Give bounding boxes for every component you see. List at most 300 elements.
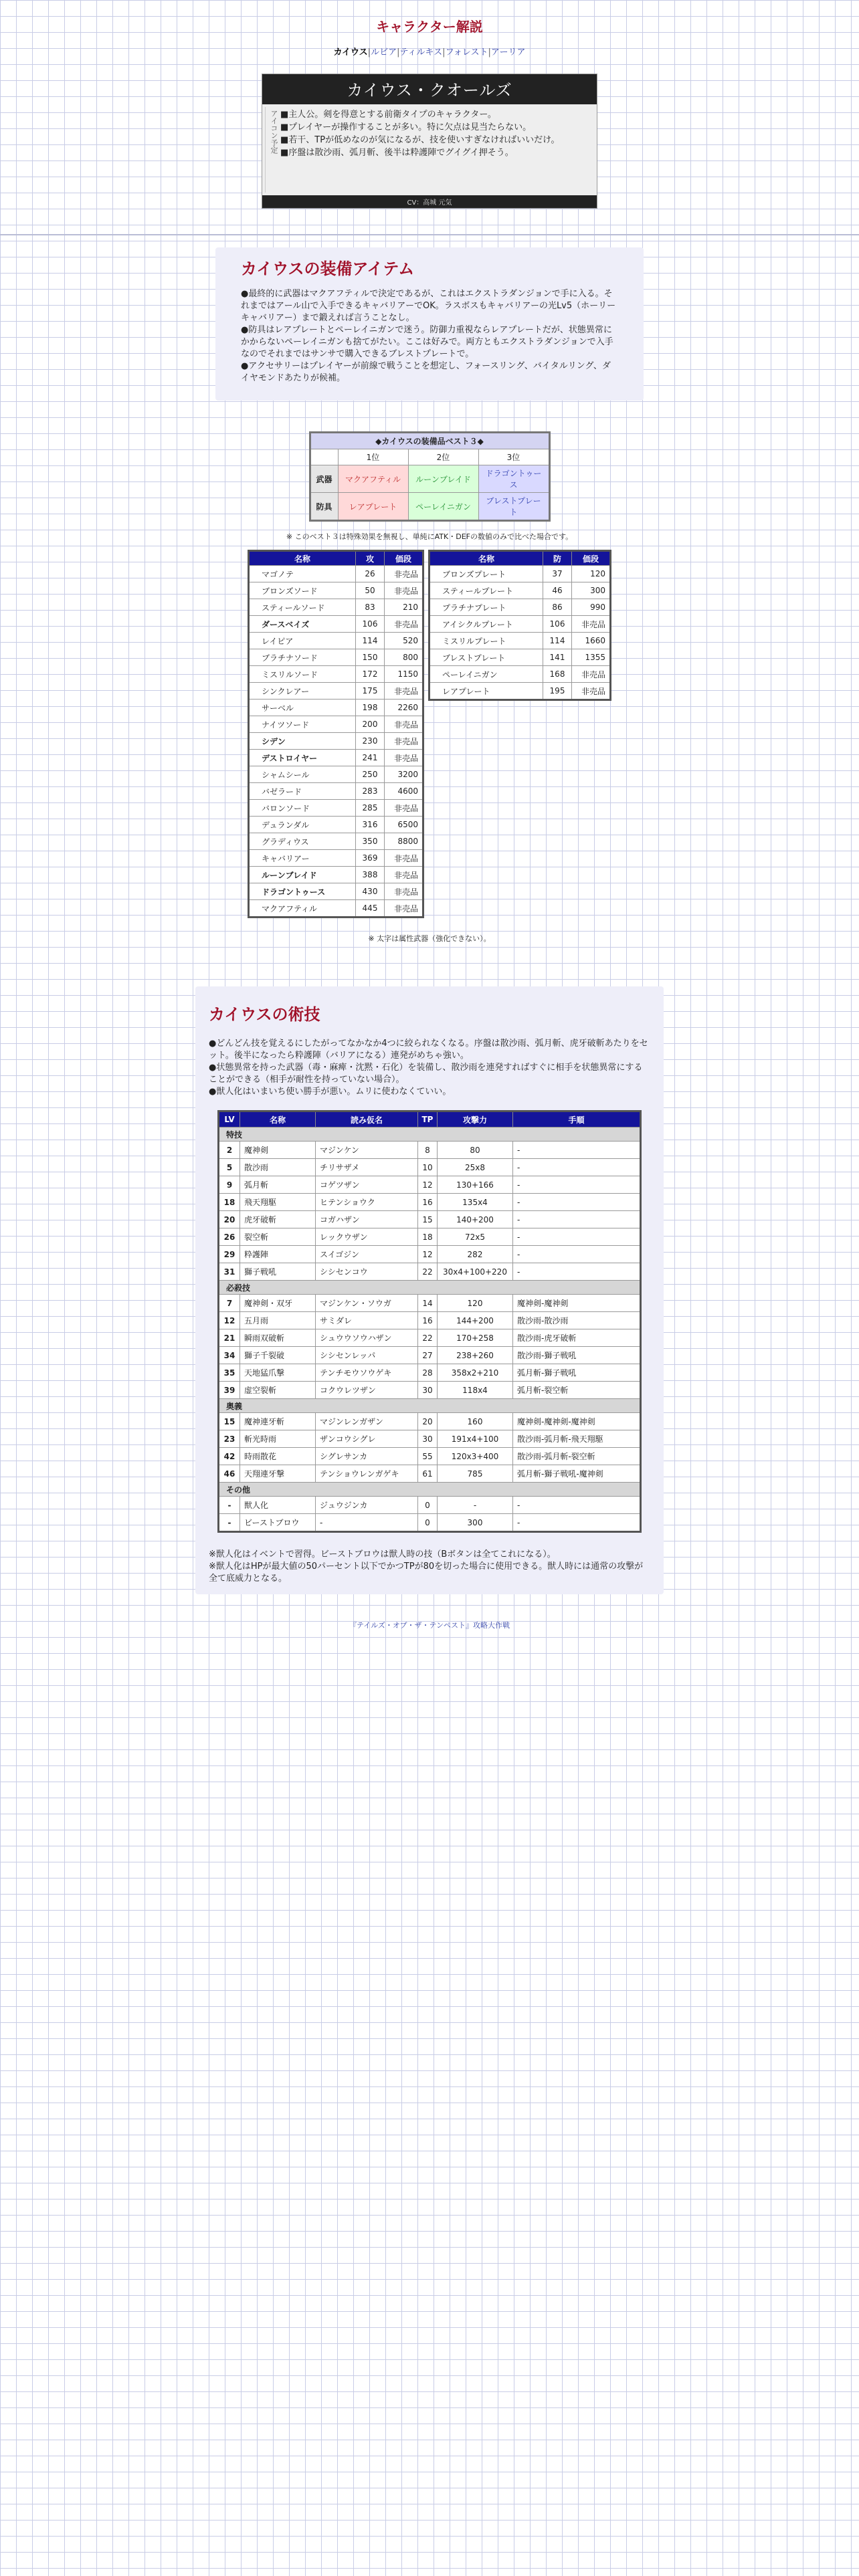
weapon-name: デュランダル [249, 817, 356, 833]
weapon-attack: 150 [356, 649, 385, 666]
weapon-row [249, 883, 423, 900]
arte-power: 135x4 [438, 1194, 513, 1211]
arte-row [219, 1465, 641, 1483]
weapon-attack: 175 [356, 683, 385, 700]
best3-caption: ◆カイウスの装備品ベスト３◆ [310, 433, 549, 449]
nav-separator: | [488, 47, 491, 58]
weapon-price: 6500 [385, 817, 423, 833]
weapon-attack: 198 [356, 700, 385, 716]
portrait-image-placeholder: アイコン予定 [265, 107, 278, 193]
arte-row [219, 1312, 641, 1329]
arte-category: 特技 [219, 1128, 641, 1142]
weapon-row [249, 900, 423, 918]
arte-combo: - [513, 1194, 641, 1211]
weapon-name: ブロンズソード [249, 582, 356, 599]
arte-name: 獅子千裂破 [240, 1347, 316, 1364]
armor-row [430, 582, 611, 599]
profile-bullets [280, 108, 560, 193]
arte-reading: ジュウジンカ [316, 1497, 418, 1514]
arte-category: 必殺技 [219, 1281, 641, 1295]
armor-name: ミスリルプレート [430, 633, 543, 649]
arte-row [219, 1514, 641, 1532]
arte-category: その他 [219, 1483, 641, 1497]
arte-power: 170+258 [438, 1329, 513, 1347]
footer-link[interactable] [0, 1620, 859, 1630]
weapon-name: シデン [249, 733, 356, 750]
arte-combo: - [513, 1176, 641, 1194]
arte-name: 散沙雨 [240, 1159, 316, 1176]
weapon-price: 520 [385, 633, 423, 649]
arte-name: 魔神連牙斬 [240, 1413, 316, 1430]
arte-tp: 20 [418, 1413, 438, 1430]
arte-tp: 10 [418, 1159, 438, 1176]
best3-cell: ドラゴントゥース [478, 465, 549, 493]
weapon-row [249, 867, 423, 883]
weapon-row [249, 800, 423, 817]
weapon-attack: 430 [356, 883, 385, 900]
arte-power: 25x8 [438, 1159, 513, 1176]
equip-paragraph: ●最終的に武器はマクアフティルで決定であるが、これはエクストラダンジョンで手に入る。それまではアール山で入手できるキャバリアーでOK。ラスボスもキャバリアーの光Lv5（ホーリーキャバリアー）まで鍛えれば言うことなし。 [241, 289, 616, 323]
arte-name: 獣人化 [240, 1497, 316, 1514]
armor-name: ペーレイニガン [430, 666, 543, 683]
weapon-row [249, 616, 423, 633]
arte-reading: マジンレンガザン [316, 1413, 418, 1430]
arte-category: 奥義 [219, 1399, 641, 1413]
arte-level: 7 [219, 1295, 240, 1312]
armor-defense: 114 [543, 633, 572, 649]
weapon-attack: 283 [356, 783, 385, 800]
arte-tp: 22 [418, 1329, 438, 1347]
arte-power: 118x4 [438, 1382, 513, 1399]
arte-category-row [219, 1399, 641, 1413]
weapon-price: 非売品 [385, 716, 423, 733]
armor-row [430, 683, 611, 700]
arte-reading: レックウザン [316, 1228, 418, 1246]
weapon-attack: 50 [356, 582, 385, 599]
arte-row [219, 1228, 641, 1246]
arte-tp: 18 [418, 1228, 438, 1246]
arte-power: 144+200 [438, 1312, 513, 1329]
armor-price: 非売品 [572, 683, 611, 700]
arte-power: 300 [438, 1514, 513, 1532]
arte-reading: テンショウレンガゲキ [316, 1465, 418, 1483]
weapon-row [249, 817, 423, 833]
armor-row [430, 666, 611, 683]
arte-power: 140+200 [438, 1211, 513, 1228]
arte-reading: テンチモウソウゲキ [316, 1364, 418, 1382]
armor-row [430, 649, 611, 666]
arte-combo: - [513, 1246, 641, 1263]
arte-row [219, 1194, 641, 1211]
weapon-price: 非売品 [385, 900, 423, 918]
armor-defense: 46 [543, 582, 572, 599]
voice-actor: CV：高城 元気 [262, 195, 597, 208]
best3-rank: 3位 [478, 449, 549, 465]
arte-name: 飛天翔駆 [240, 1194, 316, 1211]
weapon-attack: 250 [356, 766, 385, 783]
armor-defense: 168 [543, 666, 572, 683]
arte-tp: 30 [418, 1430, 438, 1448]
armor-defense: 106 [543, 616, 572, 633]
weapon-price: 非売品 [385, 582, 423, 599]
weapon-name: グラディウス [249, 833, 356, 850]
arte-combo: 散沙雨-散沙雨 [513, 1312, 641, 1329]
armor-name: ブレストプレート [430, 649, 543, 666]
profile-card [262, 74, 597, 209]
arte-row [219, 1246, 641, 1263]
nav-item-current: カイウス [333, 47, 368, 58]
arte-level: 15 [219, 1413, 240, 1430]
arte-combo: 弧月斬-裂空斬 [513, 1382, 641, 1399]
best3-cell: ルーンブレイド [408, 465, 478, 493]
weapon-name: バロンソード [249, 800, 356, 817]
best3-cell: ブレストプレート [478, 493, 549, 521]
arte-level: 26 [219, 1228, 240, 1246]
best3-cell: ペーレイニガン [408, 493, 478, 521]
arte-heading: カイウスの術技 [209, 1005, 320, 1024]
weapon-header: 名称 [249, 551, 356, 566]
arte-reading: シシセンレッパ [316, 1347, 418, 1364]
arte-name: 瞬雨双破斬 [240, 1329, 316, 1347]
weapon-price: 非売品 [385, 616, 423, 633]
nav-link[interactable]: ルビア [371, 47, 397, 58]
best3-rank: 1位 [338, 449, 408, 465]
armor-price: 非売品 [572, 616, 611, 633]
weapon-name: ダースベイズ [249, 616, 356, 633]
weapon-header: 価段 [385, 551, 423, 566]
arte-combo: 弧月斬-獅子戦吼-魔神剣 [513, 1465, 641, 1483]
arte-paragraph: ●どんどん技を覚えるにしたがってなかなか4つに絞られなくなる。序盤は散沙雨、弧月斬、虎牙破斬あたりをセット。後半になったら粋護陣（バリアになる）連発がめちゃ強い。 [209, 1039, 648, 1061]
weapon-price: 非売品 [385, 800, 423, 817]
weapon-price: 非売品 [385, 683, 423, 700]
best3-row-label: 武器 [310, 465, 338, 493]
weapon-row [249, 766, 423, 783]
arte-level: 29 [219, 1246, 240, 1263]
arte-reading: ヒテンショウク [316, 1194, 418, 1211]
weapon-attack: 388 [356, 867, 385, 883]
equipment-section [215, 247, 644, 401]
arte-header: 名称 [240, 1111, 316, 1128]
weapon-name: ミスリルソード [249, 666, 356, 683]
weapon-price: 3200 [385, 766, 423, 783]
arte-header: TP [418, 1111, 438, 1128]
armor-price: 非売品 [572, 666, 611, 683]
arte-power: 358x2+210 [438, 1364, 513, 1382]
arte-name: ビーストブロウ [240, 1514, 316, 1532]
arte-level: 31 [219, 1263, 240, 1281]
arte-paragraph: ●状態異常を持った武器（毒・麻痺・沈黙・石化）を装備し、散沙雨を連発すればすぐに相手を状態異常にすることができる（相手が耐性を持っていない場合）。 [209, 1063, 643, 1085]
arte-reading: ザンコウシグレ [316, 1430, 418, 1448]
arte-power: 120 [438, 1295, 513, 1312]
arte-note: ※獣人化はHPが最大値の50パーセント以下でかつTPが80を切った場合に使用できる。獣人時には通常の攻撃が全て底威力となる。 [209, 1562, 644, 1584]
arte-tp: 30 [418, 1382, 438, 1399]
arte-row [219, 1159, 641, 1176]
arte-combo: - [513, 1497, 641, 1514]
arte-tp: 16 [418, 1312, 438, 1329]
weapon-row [249, 750, 423, 766]
arte-name: 天翔連牙撃 [240, 1465, 316, 1483]
arte-name: 弧月斬 [240, 1176, 316, 1194]
arte-name: 五月雨 [240, 1312, 316, 1329]
arte-tp: 22 [418, 1263, 438, 1281]
arte-reading: コガハザン [316, 1211, 418, 1228]
arte-name: 魔神剣 [240, 1142, 316, 1159]
armor-defense: 37 [543, 566, 572, 582]
arte-tp: 12 [418, 1246, 438, 1263]
arte-power: 785 [438, 1465, 513, 1483]
weapon-row [249, 700, 423, 716]
arte-power: 120x3+400 [438, 1448, 513, 1465]
arte-tp: 61 [418, 1465, 438, 1483]
arte-header: 手順 [513, 1111, 641, 1128]
arte-combo: 散沙雨-弧月斬-飛天翔駆 [513, 1430, 641, 1448]
weapon-row [249, 716, 423, 733]
weapon-name: マクアフティル [249, 900, 356, 918]
arte-level: 35 [219, 1364, 240, 1382]
arte-name: 虎牙破斬 [240, 1211, 316, 1228]
armor-defense: 195 [543, 683, 572, 700]
arte-level: 21 [219, 1329, 240, 1347]
best3-note: ※ このベスト３は特殊効果を無視し、単純にATK・DEFの数値のみで比べた場合です。 [286, 532, 573, 541]
arte-category-row [219, 1128, 641, 1142]
arte-combo: 魔神剣-魔神剣 [513, 1295, 641, 1312]
weapon-price: 2260 [385, 700, 423, 716]
weapon-price: 800 [385, 649, 423, 666]
arte-level: 12 [219, 1312, 240, 1329]
arte-power: 80 [438, 1142, 513, 1159]
weapon-name: ドラゴントゥース [249, 883, 356, 900]
weapon-price: 210 [385, 599, 423, 616]
weapon-row [249, 599, 423, 616]
arte-power: 130+166 [438, 1176, 513, 1194]
weapon-row [249, 649, 423, 666]
arte-level: 46 [219, 1465, 240, 1483]
arte-table [217, 1110, 642, 1533]
arte-header: LV [219, 1111, 240, 1128]
arte-reading: シグレサンカ [316, 1448, 418, 1465]
arte-reading: スイゴジン [316, 1246, 418, 1263]
arte-reading: マジンケン [316, 1142, 418, 1159]
arte-reading: コゲツザン [316, 1176, 418, 1194]
nav-link[interactable]: アーリア [490, 47, 526, 58]
best3-table [309, 431, 551, 522]
arte-combo: - [513, 1211, 641, 1228]
armor-header: 価段 [572, 551, 611, 566]
weapon-price: 非売品 [385, 883, 423, 900]
weapon-note: ※ 太字は属性武器（強化できない）。 [368, 934, 491, 943]
armor-price: 990 [572, 599, 611, 616]
weapon-row [249, 783, 423, 800]
nav-link[interactable]: ティルキス [399, 47, 443, 58]
arte-reading: シシセンコウ [316, 1263, 418, 1281]
profile-bullet: ■序盤は散沙雨、弧月斬、後半は粋護陣でグイグイ押そう。 [280, 148, 514, 158]
weapon-price: 非売品 [385, 566, 423, 582]
weapon-attack: 106 [356, 616, 385, 633]
arte-combo: - [513, 1142, 641, 1159]
nav-separator: | [397, 47, 400, 58]
weapon-price: 1150 [385, 666, 423, 683]
arte-name: 裂空斬 [240, 1228, 316, 1246]
arte-row [219, 1347, 641, 1364]
arte-power: 238+260 [438, 1347, 513, 1364]
arte-combo: - [513, 1159, 641, 1176]
arte-header: 攻撃力 [438, 1111, 513, 1128]
best3-cell: マクアフティル [338, 465, 408, 493]
page-title: キャラクター解説 [376, 19, 483, 35]
arte-level: 42 [219, 1448, 240, 1465]
weapon-attack: 230 [356, 733, 385, 750]
weapon-name: ルーンブレイド [249, 867, 356, 883]
weapon-attack: 316 [356, 817, 385, 833]
arte-name: 魔神剣・双牙 [240, 1295, 316, 1312]
arte-row [219, 1497, 641, 1514]
weapon-name: スティールソード [249, 599, 356, 616]
best3-cell: レアプレート [338, 493, 408, 521]
arte-level: 23 [219, 1430, 240, 1448]
weapon-attack: 369 [356, 850, 385, 867]
arte-power: 30x4+100+220 [438, 1263, 513, 1281]
arte-row [219, 1448, 641, 1465]
weapon-name: ナイツソード [249, 716, 356, 733]
weapon-row [249, 666, 423, 683]
arte-row [219, 1413, 641, 1430]
arte-header: 読み仮名 [316, 1111, 418, 1128]
equip-paragraph: ●アクセサリーはプレイヤーが前線で戦うことを想定し、フォースリング、バイタルリング、ダイヤモンドあたりが候補。 [241, 361, 611, 383]
weapon-attack: 350 [356, 833, 385, 850]
armor-defense: 86 [543, 599, 572, 616]
arte-power: 160 [438, 1413, 513, 1430]
armor-price: 120 [572, 566, 611, 582]
weapon-name: シンクレアー [249, 683, 356, 700]
arte-tp: 15 [418, 1211, 438, 1228]
arte-level: 9 [219, 1176, 240, 1194]
best3-corner [310, 449, 338, 465]
arte-row [219, 1430, 641, 1448]
arte-reading: チリサザメ [316, 1159, 418, 1176]
armor-price: 1355 [572, 649, 611, 666]
weapon-attack: 26 [356, 566, 385, 582]
item-tables [0, 550, 859, 918]
arte-tp: 12 [418, 1176, 438, 1194]
arte-note: ※獣人化はイベントで習得。ビーストブロウは獣人時の技（Bボタンは全てこれになる）。 [209, 1549, 556, 1560]
weapon-row [249, 683, 423, 700]
weapon-attack: 200 [356, 716, 385, 733]
weapon-row [249, 733, 423, 750]
armor-header: 防 [543, 551, 572, 566]
weapon-name: マゴノテ [249, 566, 356, 582]
arte-category-row [219, 1483, 641, 1497]
arte-name: 獅子戦吼 [240, 1263, 316, 1281]
equip-paragraph: ●防具はレアプレートとペーレイニガンで迷う。防御力重視ならレアプレートだが、状態異常にかからないペーレイニガンも捨てがたい。ここは好みで。両方ともエクストラダンジョンで入手なのでそれまではサンサで購入できるブレストプレートで。 [241, 325, 613, 359]
weapon-row [249, 582, 423, 599]
profile-bullet: ■プレイヤーが操作することが多い。特に欠点は見当たらない。 [280, 122, 532, 132]
arte-level: 34 [219, 1347, 240, 1364]
armor-name: スティールプレート [430, 582, 543, 599]
weapon-name: バゼラード [249, 783, 356, 800]
arte-power: 191x4+100 [438, 1430, 513, 1448]
armor-name: レアプレート [430, 683, 543, 700]
arte-combo: 弧月斬-獅子戦吼 [513, 1364, 641, 1382]
arte-tp: 8 [418, 1142, 438, 1159]
weapon-price: 非売品 [385, 850, 423, 867]
armor-table [428, 550, 611, 701]
arte-tp: 0 [418, 1497, 438, 1514]
arte-combo: 魔神剣-魔神剣-魔神剣 [513, 1413, 641, 1430]
armor-name: プラチナプレート [430, 599, 543, 616]
weapon-name: デストロイヤー [249, 750, 356, 766]
arte-name: 粋護陣 [240, 1246, 316, 1263]
weapon-row [249, 566, 423, 582]
arte-combo: 散沙雨-弧月斬-裂空斬 [513, 1448, 641, 1465]
best3-row-label: 防具 [310, 493, 338, 521]
arte-name: 斬光時雨 [240, 1430, 316, 1448]
arte-name: 天地猛爪撃 [240, 1364, 316, 1382]
weapon-name: レイピア [249, 633, 356, 649]
section-divider [0, 234, 859, 235]
arte-reading: サミダレ [316, 1312, 418, 1329]
arte-row [219, 1382, 641, 1399]
arte-paragraph: ●獣人化はいまいち使い勝手が悪い。ムリに使わなくていい。 [209, 1087, 452, 1097]
arte-notes [209, 1549, 650, 1585]
arte-reading: マジンケン・ソウガ [316, 1295, 418, 1312]
arte-combo: 散沙雨-虎牙破斬 [513, 1329, 641, 1347]
weapon-attack: 83 [356, 599, 385, 616]
nav-link[interactable]: フォレスト [445, 47, 488, 58]
arte-row [219, 1295, 641, 1312]
arte-reading: - [316, 1514, 418, 1532]
footer-link-text[interactable]: 『テイルズ・オブ・ザ・テンペスト』攻略大作戦 [349, 1621, 510, 1630]
arte-tp: 28 [418, 1364, 438, 1382]
weapon-price: 非売品 [385, 733, 423, 750]
arte-row [219, 1142, 641, 1159]
weapon-row [249, 633, 423, 649]
armor-row [430, 633, 611, 649]
arte-row [219, 1329, 641, 1347]
weapon-row [249, 850, 423, 867]
arte-row [219, 1364, 641, 1382]
arte-tp: 14 [418, 1295, 438, 1312]
weapon-header: 攻 [356, 551, 385, 566]
weapon-row [249, 833, 423, 850]
armor-name: ブロンズプレート [430, 566, 543, 582]
arte-name: 時雨散花 [240, 1448, 316, 1465]
profile-bullet: ■若干、TPが低めなのが気になるが、技を使いすぎなければいいだけ。 [280, 135, 560, 145]
arte-tp: 16 [418, 1194, 438, 1211]
equipment-heading: カイウスの装備アイテム [241, 259, 415, 278]
arte-name: 虚空裂斬 [240, 1382, 316, 1399]
weapon-attack: 114 [356, 633, 385, 649]
weapon-price: 非売品 [385, 750, 423, 766]
arte-level: - [219, 1497, 240, 1514]
arte-combo: - [513, 1263, 641, 1281]
weapon-name: シャムシール [249, 766, 356, 783]
weapon-attack: 241 [356, 750, 385, 766]
weapon-attack: 172 [356, 666, 385, 683]
weapon-price: 4600 [385, 783, 423, 800]
armor-row [430, 616, 611, 633]
armor-defense: 141 [543, 649, 572, 666]
arte-combo: - [513, 1228, 641, 1246]
nav-separator: | [442, 47, 446, 58]
armor-name: アイシクルプレート [430, 616, 543, 633]
weapon-price: 8800 [385, 833, 423, 850]
weapon-price: 非売品 [385, 867, 423, 883]
arte-level: 39 [219, 1382, 240, 1399]
arte-combo: - [513, 1514, 641, 1532]
weapon-name: ブラチナソード [249, 649, 356, 666]
arte-row [219, 1176, 641, 1194]
armor-header: 名称 [430, 551, 543, 566]
